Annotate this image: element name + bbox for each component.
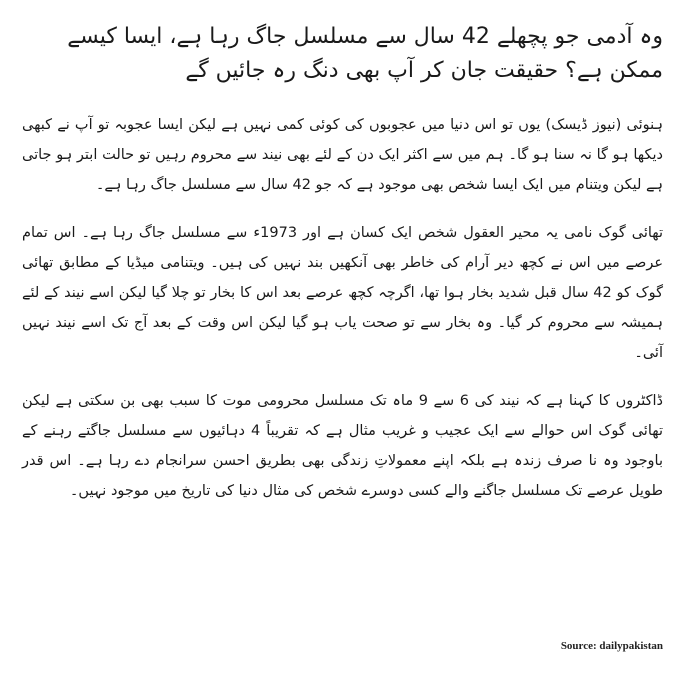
article-paragraph: ہنوئی (نیوز ڈیسک) یوں تو اس دنیا میں عجوبوں کی کوئی کمی نہیں ہے لیکن ایسا عجوبہ تو آپ نے کبھی دیکھا ہو گا نہ سنا ہو گا۔ ہم میں سے اکثر ایک دن کے لئے بھی نیند سے محروم رہیں تو حالت ابتر ہو جاتی ہے لیکن ویتنام میں ایک ایسا شخص بھی موجود ہے کہ جو 42 سال سے مسلسل جاگ رہا ہے۔ bbox=[22, 117, 663, 193]
source-credit: Source: dailypakistan bbox=[560, 640, 663, 652]
article-paragraph: ڈاکٹروں کا کہنا ہے کہ نیند کی 6 سے 9 ماہ تک مسلسل محرومی موت کا سبب بھی بن سکتی ہے لیکن تھائی گوک اس حوالے سے ایک عجیب و غریب مثال ہے کہ تقریباً 4 دہائیوں سے مسلسل جاگتے رہنے کے باوجود وہ نا صرف زندہ ہے بلکہ اپنے معمولاتِ زندگی بھی بطریق احسن سرانجام دے رہا ہے۔ اس قدر طویل عرصے تک مسلسل جاگنے والے کسی دوسرے شخص کی مثال دنیا کی تاریخ میں موجود نہیں۔ bbox=[22, 393, 663, 499]
article-headline: وہ آدمی جو پچھلے 42 سال سے مسلسل جاگ رہا ہے، ایسا کیسے ممکن ہے؟ حقیقت جان کر آپ بھی دنگ رہ جائیں گے bbox=[67, 24, 663, 83]
article-paragraph: تھائی گوک نامی یہ محیر العقول شخص ایک کسان ہے اور 1973ء سے مسلسل جاگ رہا ہے۔ اس تمام عرصے میں اس نے کچھ دیر آرام کی خاطر بھی آنکھیں بند نہیں کی ہیں۔ ویتنامی میڈیا کے مطابق تھائی گوک کو 42 سال قبل شدید بخار ہوا تھا، اگرچہ کچھ عرصے بعد اس کا بخار تو چلا گیا لیکن اسے نیند کے لئے ہمیشہ سے محروم کر گیا۔ وہ بخار سے تو صحت یاب ہو گیا لیکن اس وقت کے بعد آج تک اسے نیند نہیں آئی۔ bbox=[22, 225, 664, 361]
